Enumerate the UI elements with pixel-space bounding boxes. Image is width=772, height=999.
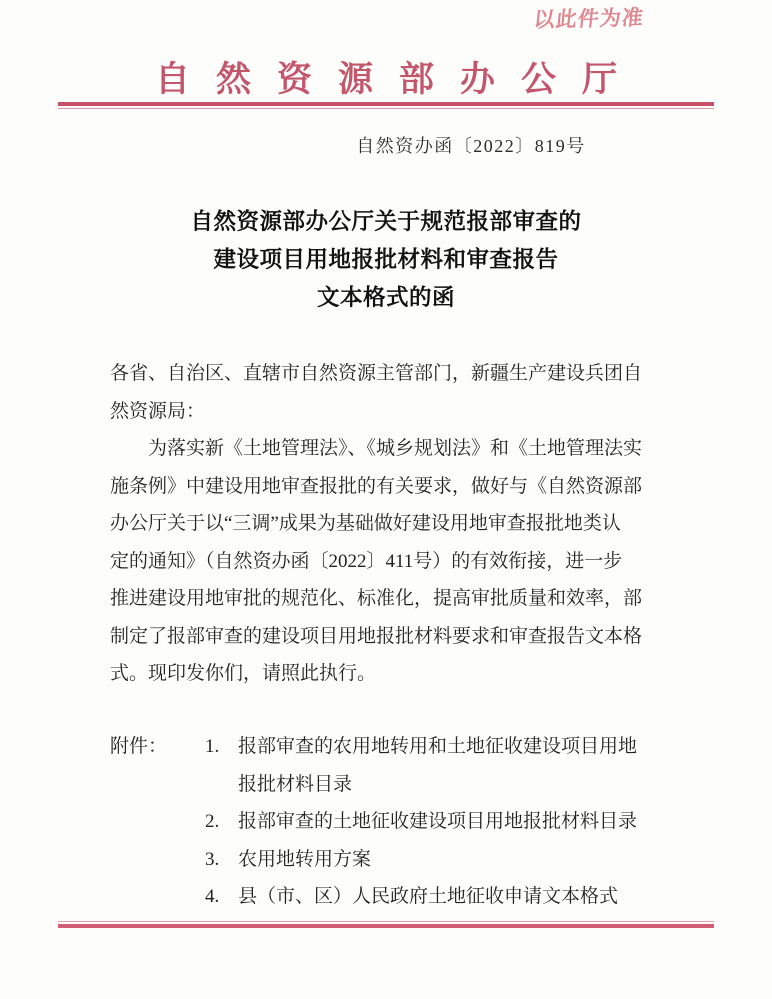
document-number	[0, 132, 772, 158]
attachment-item	[110, 878, 650, 916]
attachment-item	[110, 841, 650, 879]
masthead-rule-thin	[58, 108, 714, 109]
attachment-text: 报部审查的土地征收建设项目用地报批材料目录	[238, 811, 638, 832]
page-title-line-2: 建设项目用地报批材料和审查报告	[213, 247, 559, 273]
body-paragraph-line: 为落实新《土地管理法》、《城乡规划法》和《土地管理法实	[110, 438, 643, 459]
attachment-number: 3.	[205, 848, 220, 870]
attachment-number: 2.	[205, 811, 220, 832]
body-paragraph-line: 定的通知》（自然资办函〔2022〕411号）的有效衔接，进一步	[110, 550, 623, 572]
body-text	[110, 355, 647, 693]
attachment-item	[110, 728, 650, 766]
salutation-line: 各省、自治区、直辖市自然资源主管部门，新疆生产建设兵团自	[110, 363, 643, 384]
attachment-text: 报部审查的农用地转用和土地征收建设项目用地	[238, 736, 638, 757]
body-paragraph-line: 式。现印发你们，请照此执行。	[110, 663, 377, 684]
attachment-item	[110, 803, 650, 841]
salutation-line: 然资源局：	[110, 400, 206, 422]
attachment-item-continuation	[110, 766, 650, 804]
page-title-line-1: 自然资源部办公厅关于规范报部审查的	[190, 209, 582, 235]
handwritten-annotation: 以此件为准	[532, 4, 646, 32]
footer-rule-thick	[58, 924, 714, 928]
attachment-text: 农用地转用方案	[238, 848, 372, 870]
document-number-text: 自然资办函〔2022〕819号	[356, 136, 586, 156]
attachment-text: 县（市、区）人民政府土地征收申请文本格式	[238, 886, 619, 907]
attachment-number: 4.	[205, 886, 220, 907]
footer-rule-thin	[58, 921, 714, 922]
issuing-organization: 自然资源部办公厅	[154, 59, 643, 100]
attachment-list-label: 附件：	[110, 736, 168, 757]
body-paragraph-line: 制定了报部审查的建设项目用地报批材料要求和审查报告文本格	[110, 625, 643, 647]
body-paragraph-line: 施条例》中建设用地审查报批的有关要求，做好与《自然资源部	[110, 475, 643, 497]
body-paragraph-line: 办公厅关于以“三调”成果为基础做好建设用地审查报批地类认	[110, 513, 621, 534]
body-paragraph-line: 推进建设用地审批的规范化、标准化，提高审批质量和效率，部	[110, 588, 643, 609]
attachment-text: 报批材料目录	[238, 773, 353, 795]
masthead-rule-thick	[58, 102, 714, 106]
page-title	[0, 203, 772, 317]
attachment-number: 1.	[205, 736, 220, 757]
page-title-line-3: 文本格式的函	[316, 285, 455, 311]
masthead	[0, 58, 772, 102]
attachment-list	[110, 728, 650, 916]
